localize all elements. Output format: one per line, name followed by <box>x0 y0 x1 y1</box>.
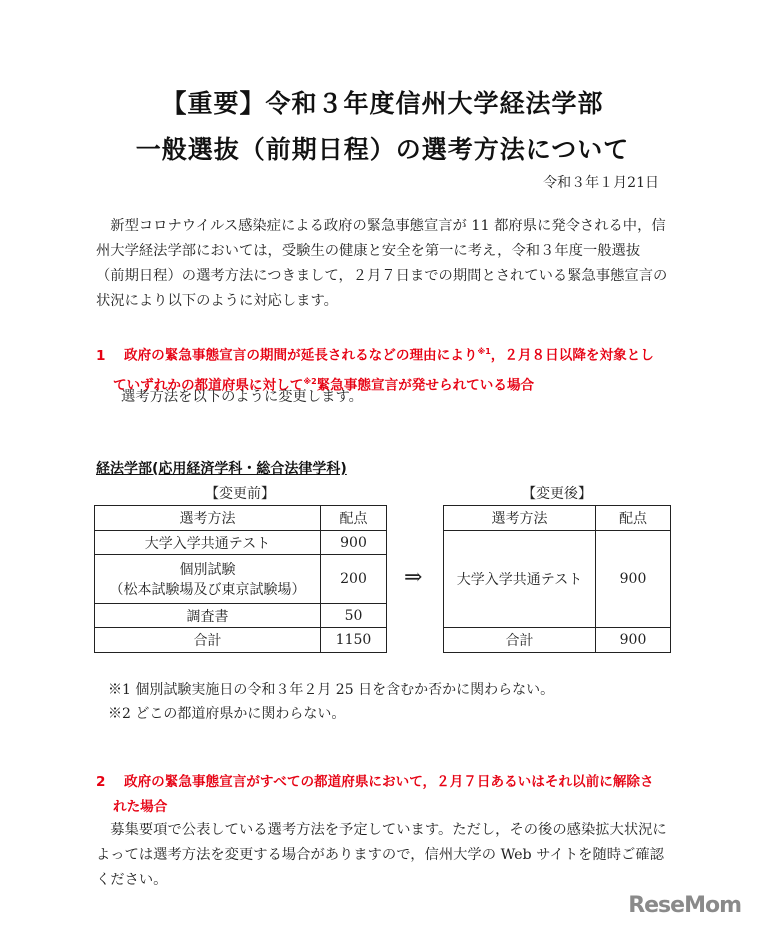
after-header-method: 選考方法 <box>444 506 596 531</box>
intro-paragraph: 新型コロナウイルス感染症による政府の緊急事態宣言が 11 都府県に発令される中，信州大学経法学部においては，受験生の健康と安全を第一に考え，令和３年度一般選抜（前期日程）の選考方法につきまして，２月７日までの期間とされている緊急事態宣言の状況により以下のように対応します。 <box>96 218 668 309</box>
before-row-points: 200 <box>321 555 387 604</box>
footnote-1: ※1 個別試験実施日の令和３年２月 25 日を含むか否かに関わらない。 <box>108 682 555 698</box>
before-table <box>94 505 387 653</box>
before-row-points: 900 <box>321 531 387 555</box>
after-table <box>443 505 671 653</box>
section2-heading: 2 政府の緊急事態宣言がすべての都道府県において，２月７日あるいはそれ以前に解除さ れた場合 <box>96 770 676 820</box>
before-header-method: 選考方法 <box>95 506 321 531</box>
section1-body: 選考方法を以下のように変更します。 <box>121 389 363 405</box>
before-row-method: 大学入学共通テスト <box>95 531 321 555</box>
before-table-caption: 【変更前】 <box>205 486 275 502</box>
after-header-points: 配点 <box>596 506 671 531</box>
department-heading: 経法学部(応用経済学科・総合法律学科) <box>96 461 347 477</box>
document-title-line2: 一般選抜（前期日程）の選考方法について <box>135 135 630 164</box>
note-ref-1: ※1 <box>477 347 491 356</box>
section1-heading: 1 政府の緊急事態宣言の期間が延長されるなどの理由により$^{※1}$，２月８日以降を対象とし ていずれかの都道府県に対して$^{※2}$緊急事態宣言が発せられている場合 <box>96 339 676 398</box>
after-table-caption: 【変更後】 <box>522 486 592 502</box>
before-row-points: 1150 <box>321 628 387 653</box>
before-row-method: 個別試験 （松本試験場及び東京試験場） <box>95 555 321 604</box>
before-header-points: 配点 <box>321 506 387 531</box>
before-row-method: 合計 <box>95 628 321 653</box>
document-title-line1: 【重要】令和３年度信州大学経法学部 <box>161 89 604 118</box>
section1-number: 1 <box>96 347 106 364</box>
before-row-points: 50 <box>321 604 387 628</box>
after-row-points: 900 <box>596 628 671 653</box>
note-ref-2: ※2 <box>303 376 317 386</box>
after-row-method: 合計 <box>444 628 596 653</box>
after-row-method: 大学入学共通テスト <box>444 531 596 628</box>
section2-body: 募集要項で公表している選考方法を予定しています。ただし，その後の感染拡大状況によっては選考方法を変更する場合がありますので，信州大学の Web サイトを随時ご確認ください。 <box>96 822 667 888</box>
document-date: 令和３年１月21日 <box>543 175 659 191</box>
section2-number: 2 <box>96 774 106 790</box>
before-row-method: 調査書 <box>95 604 321 628</box>
footnote-2: ※2 どこの都道府県かに関わらない。 <box>108 706 346 722</box>
arrow-icon: ⇒ <box>404 565 423 590</box>
after-row-points: 900 <box>596 531 671 628</box>
resemom-watermark-logo: ReseMom <box>628 893 741 918</box>
